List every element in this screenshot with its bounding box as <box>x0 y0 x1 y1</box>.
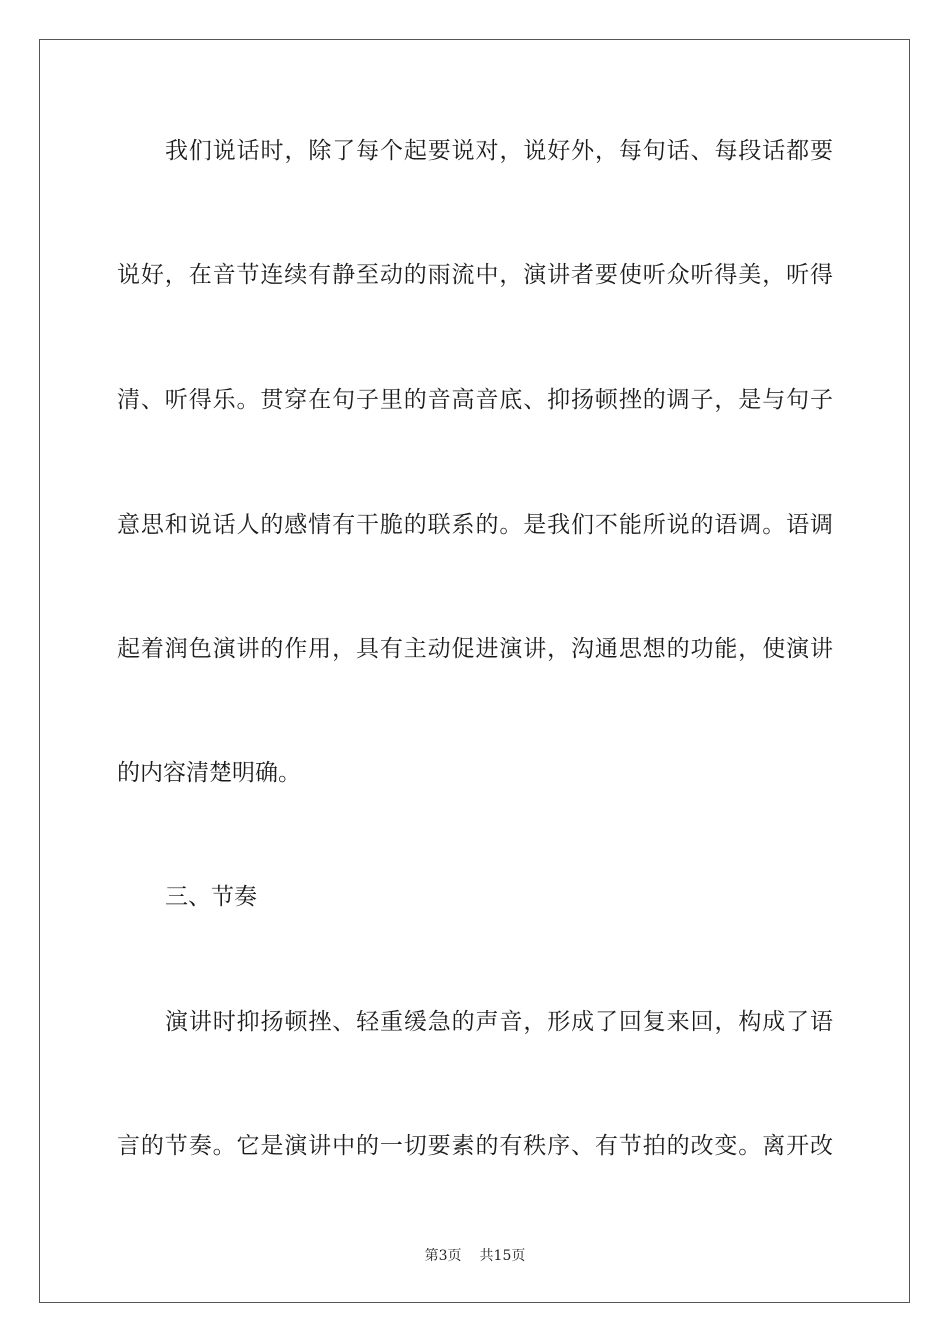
paragraph-1-line-3: 清、听得乐。贯穿在句子里的音高音底、抑扬顿挫的调子，是与句子 <box>117 387 833 413</box>
page-total: 共15页 <box>479 1248 526 1264</box>
paragraph-1-line-1: 我们说话时，除了每个起要说对，说好外，每句话、每段话都要 <box>165 138 833 164</box>
paragraph-1-line-2: 说好，在音节连续有静至动的雨流中，演讲者要使听众听得美，听得 <box>117 262 833 288</box>
page-frame <box>39 39 910 1303</box>
paragraph-2-line-2: 言的节奏。它是演讲中的一切要素的有秩序、有节拍的改变。离开改 <box>117 1133 833 1159</box>
paragraph-1-line-4: 意思和说话人的感情有干脆的联系的。是我们不能所说的语调。语调 <box>117 512 833 538</box>
page-footer <box>0 1246 950 1266</box>
paragraph-1-line-6: 的内容清楚明确。 <box>117 760 301 786</box>
paragraph-2-line-1: 演讲时抑扬顿挫、轻重缓急的声音，形成了回复来回，构成了语 <box>165 1009 833 1035</box>
section-heading: 三、节奏 <box>165 884 257 910</box>
paragraph-1-line-5: 起着润色演讲的作用，具有主动促进演讲，沟通思想的功能，使演讲 <box>117 636 833 662</box>
page-number: 第3页 <box>424 1248 462 1264</box>
